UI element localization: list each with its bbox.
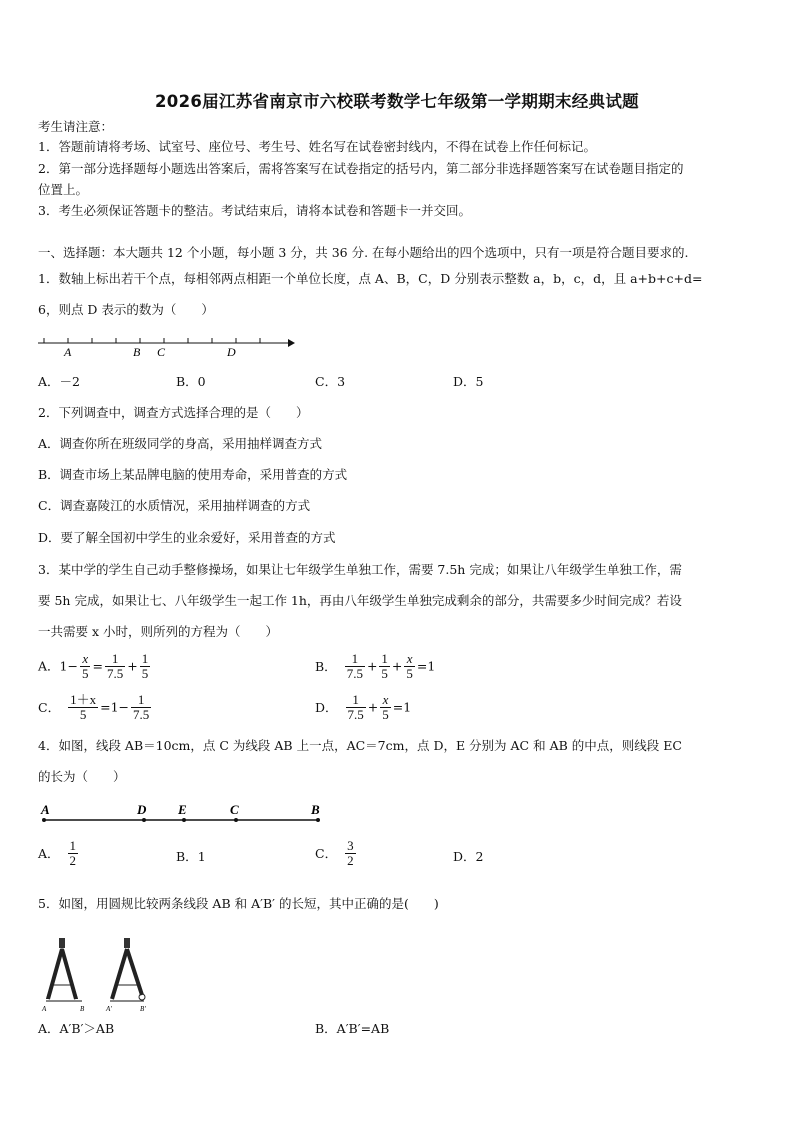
page-title: 2026届江苏省南京市六校联考数学七年级第一学期期末经典试题 (155, 92, 639, 111)
notice-item-3: 3．考生必须保证答题卡的整洁。考试结束后，请将本试卷和答题卡一并交回。 (38, 203, 471, 218)
fraction (379, 652, 390, 681)
q2-option-c[interactable]: C．调查嘉陵江的水质情况，采用抽样调查的方式 (38, 498, 311, 513)
q5-stem: 5．如图，用圆规比较两条线段 AB 和 A′B′ 的长短，其中正确的是( ) (38, 896, 439, 911)
segment-label-a: A (41, 802, 50, 817)
denominator: 5 (68, 707, 98, 722)
compass-icon (46, 938, 78, 999)
fraction (68, 839, 79, 868)
q3-c-letter: C． (38, 699, 61, 715)
q5-option-a[interactable]: A．A′B′＞AB (38, 1021, 115, 1036)
minus-sign: − (67, 658, 78, 674)
axis-label-d: D (227, 345, 236, 359)
q4-option-a[interactable] (38, 839, 80, 868)
denominator: 2 (69, 853, 77, 868)
q1-option-b[interactable]: B．0 (176, 374, 206, 389)
q4-option-d[interactable] (453, 848, 483, 866)
number-line-figure (36, 333, 298, 359)
section-heading: 一、选择题：本大题共 12 个小题，每小题 3 分，共 36 分. 在每小题给出的四个选项中，只有一项是符合题目要求的. (38, 245, 689, 260)
fig-label-a: A (42, 1005, 47, 1013)
numerator: x (406, 651, 413, 666)
notice-item-2: 2．第一部分选择题每小题选出答案后，需将答案写在试卷指定的括号内，第二部分非选择题答案写在试卷题目指定的 (38, 161, 684, 176)
equals-sign: = (92, 658, 103, 674)
notice-item-1: 1．答题前请将考场、试室号、座位号、考生号、姓名写在试卷密封线内，不得在试卷上作任何标记。 (38, 139, 596, 154)
axis-label-b: B (133, 345, 141, 359)
q4-line2: 的长为（ ） (38, 769, 126, 784)
numerator: 3 (347, 838, 354, 853)
fraction (346, 693, 366, 722)
numerator: 1 (137, 692, 145, 707)
numerator: 1＋x (70, 692, 97, 707)
notice-item-2-cont: 位置上。 (38, 182, 89, 197)
axis-label-c: C (157, 345, 166, 359)
q4-option-b[interactable] (176, 848, 206, 866)
q3-a-one: 1 (59, 658, 68, 674)
segment-label-b: B (311, 802, 320, 817)
plus-sign: + (391, 658, 403, 674)
q1-option-d[interactable]: D．5 (453, 374, 484, 389)
q2-stem: 2．下列调查中，调查方式选择合理的是（ ） (38, 405, 309, 420)
q3-a-letter: A． (38, 658, 60, 674)
one: 1 (403, 699, 412, 715)
minus-sign: − (118, 699, 130, 715)
q2-option-a[interactable]: A．调查你所在班级同学的身高，采用抽样调查方式 (38, 436, 323, 451)
fraction (380, 693, 391, 722)
segment-label-e: E (178, 802, 187, 817)
fig-label-a-prime: A′ (106, 1005, 112, 1013)
segment-figure (38, 800, 328, 826)
q3-d-letter: D． (315, 699, 338, 715)
q4-d-letter: D． (453, 849, 476, 864)
denominator: 5 (382, 707, 389, 722)
one: 1 (427, 658, 436, 674)
fraction (68, 693, 98, 722)
notice-heading: 考生请注意： (38, 119, 114, 134)
q4-c-letter: C． (315, 845, 338, 861)
denominator: 5 (141, 666, 149, 681)
numerator: 1 (351, 651, 359, 666)
q3-option-a[interactable] (38, 652, 152, 681)
numerator: x (382, 692, 389, 707)
q1-line2: 6，则点 D 表示的数为（ ） (38, 302, 214, 317)
numerator: x (82, 651, 89, 666)
q4-option-c[interactable] (315, 839, 358, 868)
compass-figure (38, 935, 158, 1015)
q4-line1: 4．如图，线段 AB＝10cm，点 C 为线段 AB 上一点，AC＝7cm，点 D，E 分别为 AC 和 AB 的中点，则线段 EC (38, 738, 682, 753)
equals-sign: = (392, 699, 404, 715)
q4-b-value: 1 (197, 849, 206, 864)
q4-b-letter: B． (176, 849, 198, 864)
q1-line1: 1．数轴上标出若干个点，每相邻两点相距一个单位长度，点 A、B，C，D 分别表示整数 a，b，c，d，且 a+b+c+d= (38, 271, 703, 286)
denominator: 7.5 (346, 666, 363, 681)
q3-option-b[interactable] (315, 652, 435, 681)
fraction (80, 652, 91, 681)
q2-option-d[interactable]: D．要了解全国初中学生的业余爱好，采用普查的方式 (38, 530, 336, 545)
q3-option-d[interactable] (315, 693, 411, 722)
numerator: 1 (111, 651, 119, 666)
q3-b-letter: B． (315, 658, 337, 674)
axis-label-a: A (64, 345, 72, 359)
fraction (345, 839, 356, 868)
fig-label-b-prime: B′ (140, 1005, 146, 1013)
fraction (131, 693, 151, 722)
numerator: 1 (69, 838, 77, 853)
denominator: 5 (381, 666, 388, 681)
fraction (140, 652, 151, 681)
fraction (105, 652, 125, 681)
segment-label-d: D (137, 802, 147, 817)
plus-sign: + (127, 658, 138, 674)
compass-icon (112, 938, 145, 1000)
denominator: 2 (347, 853, 354, 868)
fraction (345, 652, 365, 681)
q3-option-c[interactable] (38, 693, 153, 722)
q3-line2: 要 5h 完成，如果让七、八年级学生一起工作 1h，再由八年级学生单独完成剩余的部分，共需要多少时间完成？若设 (38, 593, 682, 608)
equals-sign: = (100, 699, 111, 715)
numerator: 1 (352, 692, 359, 707)
numerator: 1 (381, 651, 388, 666)
numerator: 1 (141, 651, 149, 666)
q4-d-value: 2 (475, 849, 484, 864)
fig-label-b: B (80, 1005, 85, 1013)
q5-option-b[interactable]: B．A′B′=AB (315, 1021, 390, 1036)
denominator: 5 (406, 666, 413, 681)
plus-sign: + (366, 658, 378, 674)
q4-a-letter: A． (38, 845, 60, 861)
denominator: 7.5 (106, 666, 124, 681)
q1-option-c[interactable]: C．3 (315, 374, 346, 389)
denominator: 7.5 (133, 707, 150, 722)
q3-line3: 一共需要 x 小时，则所列的方程为（ ） (38, 624, 278, 639)
q1-option-a[interactable]: A．－2 (38, 374, 80, 389)
q3-line1: 3．某中学的学生自己动手整修操场，如果让七年级学生单独工作，需要 7.5h 完成；如果让八年级学生单独工作，需 (38, 562, 682, 577)
fraction (404, 652, 415, 681)
equals-sign: = (416, 658, 428, 674)
plus-sign: + (367, 699, 379, 715)
q2-option-b[interactable]: B．调查市场上某品牌电脑的使用寿命，采用普查的方式 (38, 467, 348, 482)
denominator: 5 (81, 666, 89, 681)
denominator: 7.5 (347, 707, 364, 722)
segment-label-c: C (230, 802, 239, 817)
one: 1 (110, 699, 119, 715)
